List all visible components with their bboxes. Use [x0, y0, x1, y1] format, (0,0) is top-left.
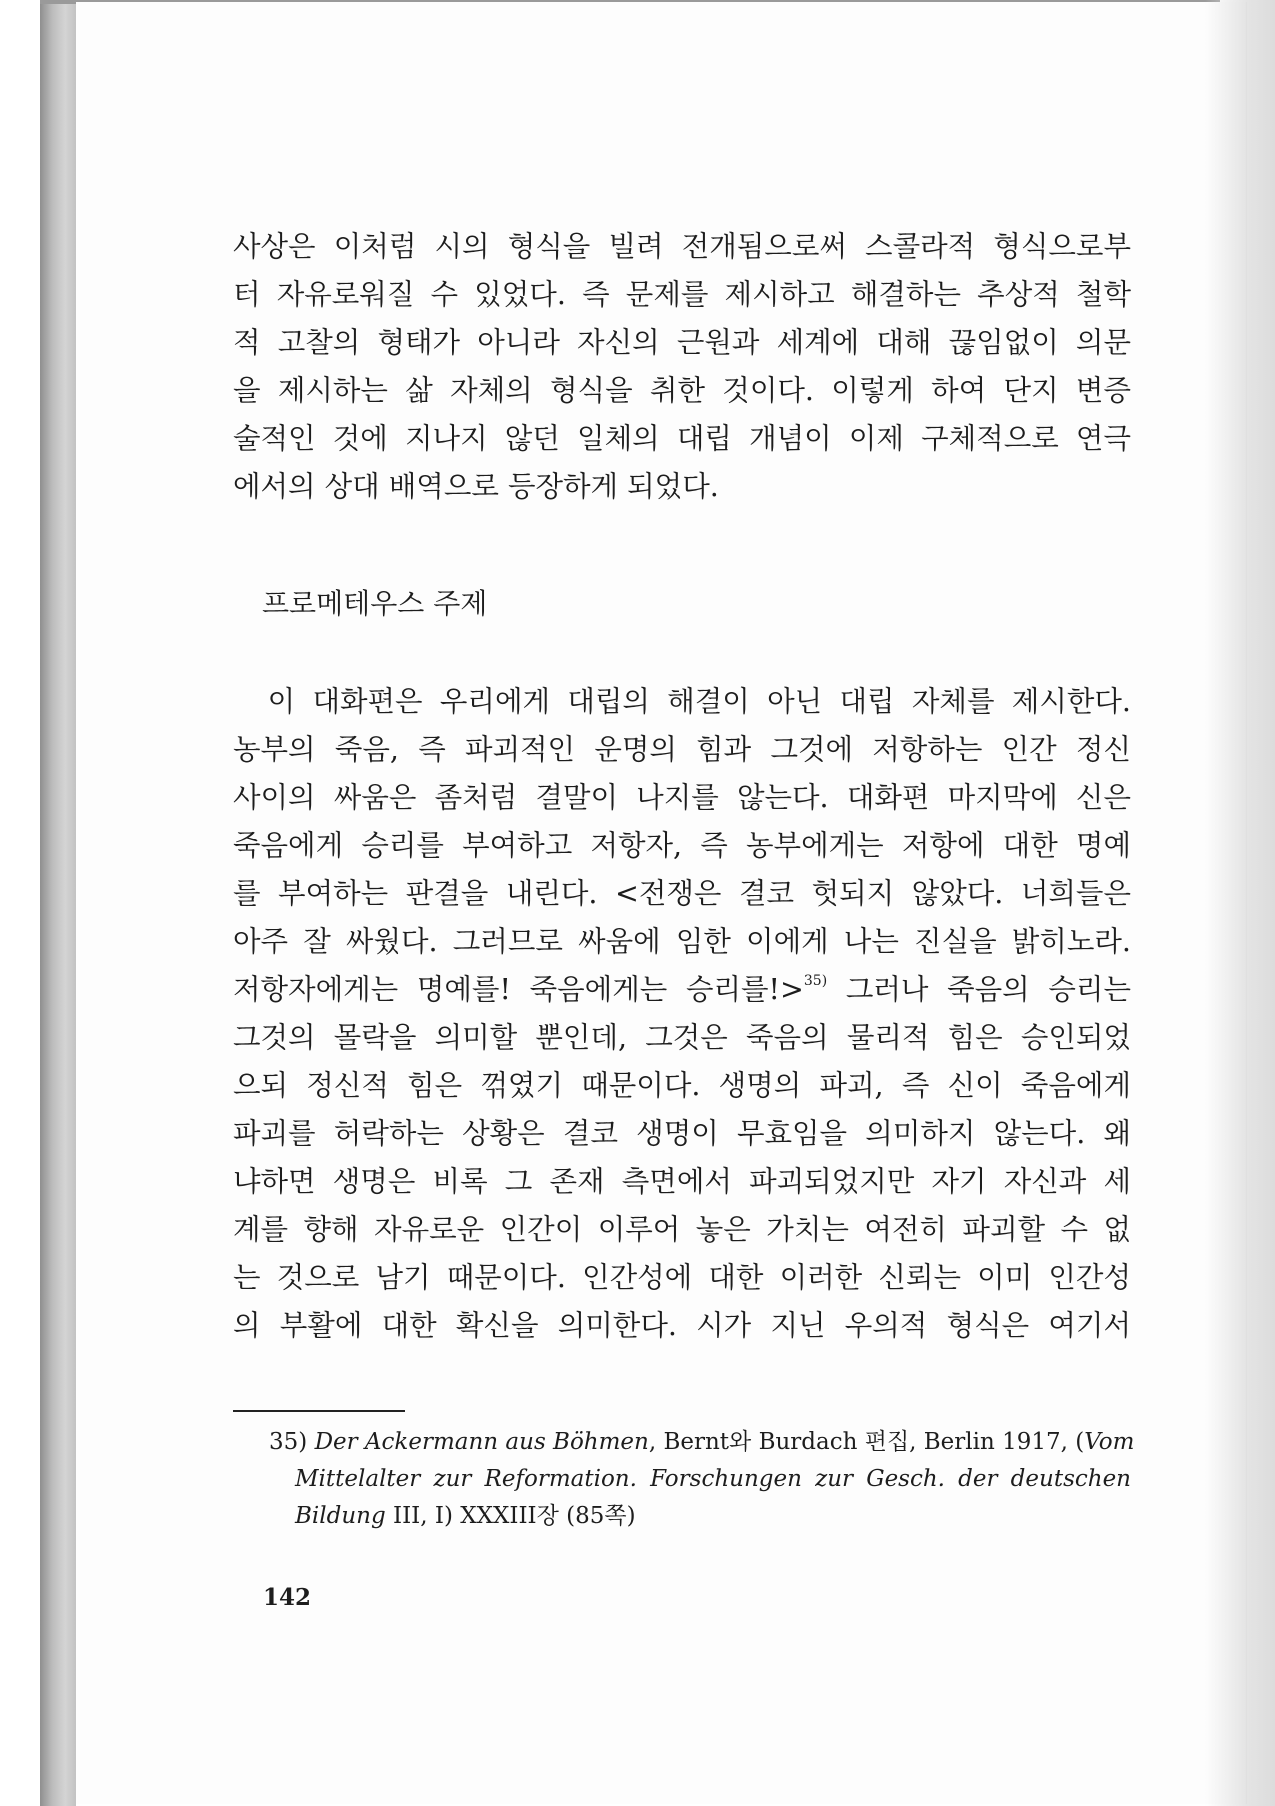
text-line: 에서의 상대 배역으로 등장하게 되었다.	[233, 470, 719, 503]
paragraph-1	[233, 223, 1131, 511]
footnote-line	[233, 1424, 1135, 1461]
text-line: 죽음에게 승리를 부여하고 저항자, 즉 농부에게는 저항에 대한 명예	[233, 829, 1131, 862]
text-line: 는 것으로 남기 때문이다. 인간성에 대한 이러한 신뢰는 이미 인간성	[233, 1261, 1131, 1294]
text-line: 농부의 죽음, 즉 파괴적인 운명의 힘과 그것에 저항하는 인간 정신	[233, 733, 1131, 766]
text-line: 적 고찰의 형태가 아니라 자신의 근원과 세계에 대해 끊임없이 의문	[233, 326, 1131, 359]
paragraph-2	[233, 678, 1131, 1350]
text-line: 그것의 몰락을 의미할 뿐인데, 그것은 죽음의 물리적 힘은 승인되었	[233, 1021, 1131, 1054]
text-line: 를 부여하는 판결을 내린다. <전쟁은 결코 헛되지 않았다. 너희들은	[233, 877, 1131, 910]
text-line: 으되 정신적 힘은 꺾였기 때문이다. 생명의 파괴, 즉 신이 죽음에게	[233, 1069, 1131, 1102]
footnote-line	[233, 1498, 1131, 1535]
book-spine	[40, 0, 76, 1806]
text-segment: 저항자에게는 명예를! 죽음에게는 승리를!>	[233, 973, 804, 1006]
footnote-title: Der Ackermann aus Böhmen	[314, 1429, 649, 1455]
page-edge-shadow	[1205, 0, 1275, 1806]
text-line: 이 대화편은 우리에게 대립의 해결이 아닌 대립 자체를 제시한다.	[233, 685, 1131, 718]
footnote-text: , Bernt와 Burdach 편집, Berlin 1917, (	[648, 1429, 1085, 1455]
footnote-line: Mittelalter zur Reformation. Forschungen zur Gesch. der deutschen	[295, 1466, 1131, 1492]
text-line: 냐하면 생명은 비록 그 존재 측면에서 파괴되었지만 자기 자신과 세	[233, 1165, 1131, 1198]
text-line-with-footnote	[233, 966, 1131, 1014]
footnote-text: III, I) XXXIII장 (85쪽)	[385, 1503, 636, 1529]
text-segment: 그러나 죽음의 승리는	[827, 973, 1131, 1006]
text-line: 터 자유로워질 수 있었다. 즉 문제를 제시하고 해결하는 추상적 철학	[233, 278, 1131, 311]
footnote-marker: 35)	[803, 973, 828, 989]
section-heading: 프로메테우스 주제	[262, 587, 488, 620]
text-line: 아주 잘 싸웠다. 그러므로 싸움에 임한 이에게 나는 진실을 밝히노라.	[233, 925, 1131, 958]
page-number: 142	[263, 1584, 312, 1611]
text-line: 사이의 싸움은 좀처럼 결말이 나지를 않는다. 대화편 마지막에 신은	[233, 781, 1131, 814]
footnote-divider	[233, 1410, 405, 1412]
text-line: 의 부활에 대한 확신을 의미한다. 시가 지닌 우의적 형식은 여기서	[233, 1309, 1131, 1342]
text-line: 파괴를 허락하는 상황은 결코 생명이 무효임을 의미하지 않는다. 왜	[233, 1117, 1131, 1150]
text-line: 사상은 이처럼 시의 형식을 빌려 전개됨으로써 스콜라적 형식으로부	[233, 230, 1131, 263]
footnote-number: 35)	[269, 1429, 308, 1455]
text-line: 술적인 것에 지나지 않던 일체의 대립 개념이 이제 구체적으로 연극	[233, 422, 1131, 455]
footnote-text-italic: Vom	[1084, 1429, 1135, 1455]
text-line: 계를 향해 자유로운 인간이 이루어 놓은 가치는 여전히 파괴할 수 없	[233, 1213, 1131, 1246]
footnote-text-italic: Bildung	[295, 1503, 386, 1529]
text-line: 을 제시하는 삶 자체의 형식을 취한 것이다. 이렇게 하여 단지 변증	[233, 374, 1131, 407]
footnote	[233, 1424, 1135, 1535]
